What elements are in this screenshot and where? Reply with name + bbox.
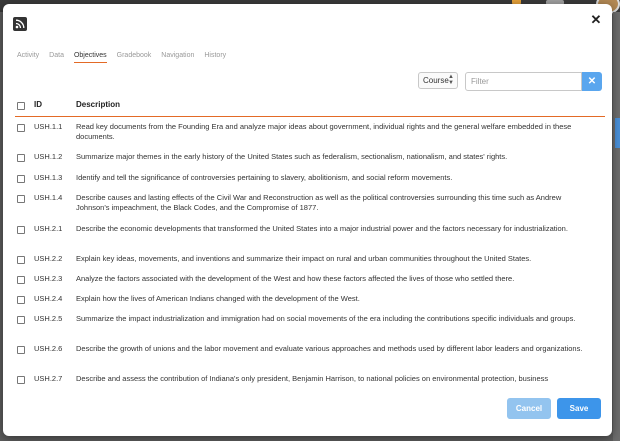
tab-history[interactable]: History [204, 52, 227, 59]
objective-description: Summarize the impact industrialization and immigration had on social movements of the era including the contributions specific individuals and groups. [76, 314, 576, 323]
select-arrows-icon: ▲ ▼ [448, 74, 454, 86]
row-checkbox[interactable] [17, 276, 25, 284]
objective-id: USH.2.7 [34, 374, 63, 383]
objective-id: USH.2.4 [34, 294, 63, 303]
table-row [15, 310, 605, 340]
tab-gradebook[interactable]: Gradebook [116, 52, 152, 59]
table-row [15, 220, 605, 250]
objectives-table [15, 118, 605, 390]
row-checkbox[interactable] [17, 154, 25, 162]
close-icon[interactable]: ✕ [590, 12, 602, 27]
tab-activity[interactable]: Activity [17, 52, 40, 59]
table-header [15, 96, 605, 117]
row-checkbox[interactable] [17, 124, 25, 132]
objective-description: Describe the economic developments that transformed the United States into a major industrial power and the factors necessary for industrialization. [76, 224, 568, 233]
row-checkbox[interactable] [17, 256, 25, 264]
course-select-value: Course [423, 76, 449, 85]
objective-description: Analyze the factors associated with the development of the West and how these factors affected the lives of those who settled there. [76, 274, 515, 283]
table-row [15, 148, 605, 169]
tab-data[interactable]: Data [49, 52, 64, 59]
save-button[interactable]: Save [557, 398, 601, 419]
course-select[interactable] [418, 72, 458, 89]
tab-objectives[interactable]: Objectives [74, 52, 107, 63]
row-checkbox[interactable] [17, 296, 25, 304]
table-row [15, 370, 605, 390]
background-page [613, 12, 620, 441]
objective-description: Describe and assess the contribution of Indiana's only president, Benjamin Harrison, to national policies on environmental protection, business [76, 374, 549, 383]
objective-id: USH.1.2 [34, 152, 63, 161]
tab-navigation[interactable]: Navigation [161, 52, 195, 59]
background-side-tab [615, 118, 620, 148]
objective-id: USH.2.1 [34, 224, 63, 233]
objective-description: Explain key ideas, movements, and inventions and summarize their impact on rural and urban communities throughout the United States. [76, 254, 532, 263]
objective-id: USH.2.2 [34, 254, 63, 263]
table-row [15, 189, 605, 220]
objective-id: USH.1.3 [34, 173, 63, 182]
objective-description: Identify and tell the significance of controversies pertaining to slavery, abolitionism, and social reform movements. [76, 173, 453, 182]
row-checkbox[interactable] [17, 376, 25, 384]
objective-id: USH.1.4 [34, 193, 63, 202]
table-row [15, 250, 605, 270]
objective-id: USH.1.1 [34, 122, 63, 131]
row-checkbox[interactable] [17, 226, 25, 234]
rss-icon [13, 17, 27, 31]
table-row [15, 169, 605, 189]
objective-description: Summarize major themes in the early history of the United States such as federalism, sectionalism, nationalism, and states' rights. [76, 152, 508, 161]
objective-description: Describe the growth of unions and the labor movement and evaluate various approaches and methods used by different labor leaders and organizations. [76, 344, 583, 353]
select-all-checkbox[interactable] [17, 102, 25, 110]
row-checkbox[interactable] [17, 195, 25, 203]
cancel-button[interactable]: Cancel [507, 398, 551, 419]
objective-id: USH.2.3 [34, 274, 63, 283]
objective-id: USH.2.5 [34, 314, 63, 323]
table-row [15, 290, 605, 310]
row-checkbox[interactable] [17, 346, 25, 354]
description-column-header: Description [76, 100, 121, 109]
objectives-modal [3, 4, 612, 436]
row-checkbox[interactable] [17, 175, 25, 183]
objective-description: Describe causes and lasting effects of the Civil War and Reconstruction as well as the political controversies surrounding this time such as Andrew Johnson's impeachment, the Black Codes, and the Compromise of 1877. [76, 193, 562, 212]
clear-filter-button[interactable]: ✕ [582, 72, 602, 91]
tab-bar [17, 52, 236, 63]
filter-input[interactable] [465, 72, 582, 91]
id-column-header: ID [34, 100, 42, 109]
row-checkbox[interactable] [17, 316, 25, 324]
objective-id: USH.2.6 [34, 344, 63, 353]
table-row [15, 270, 605, 290]
table-row [15, 340, 605, 370]
objective-description: Read key documents from the Founding Era and analyze major ideas about government, individual rights and the general welfare embedded in these documents. [76, 122, 572, 141]
objective-description: Explain how the lives of American Indians changed with the development of the West. [76, 294, 360, 303]
filter-bar [418, 72, 602, 91]
table-row [15, 118, 605, 148]
